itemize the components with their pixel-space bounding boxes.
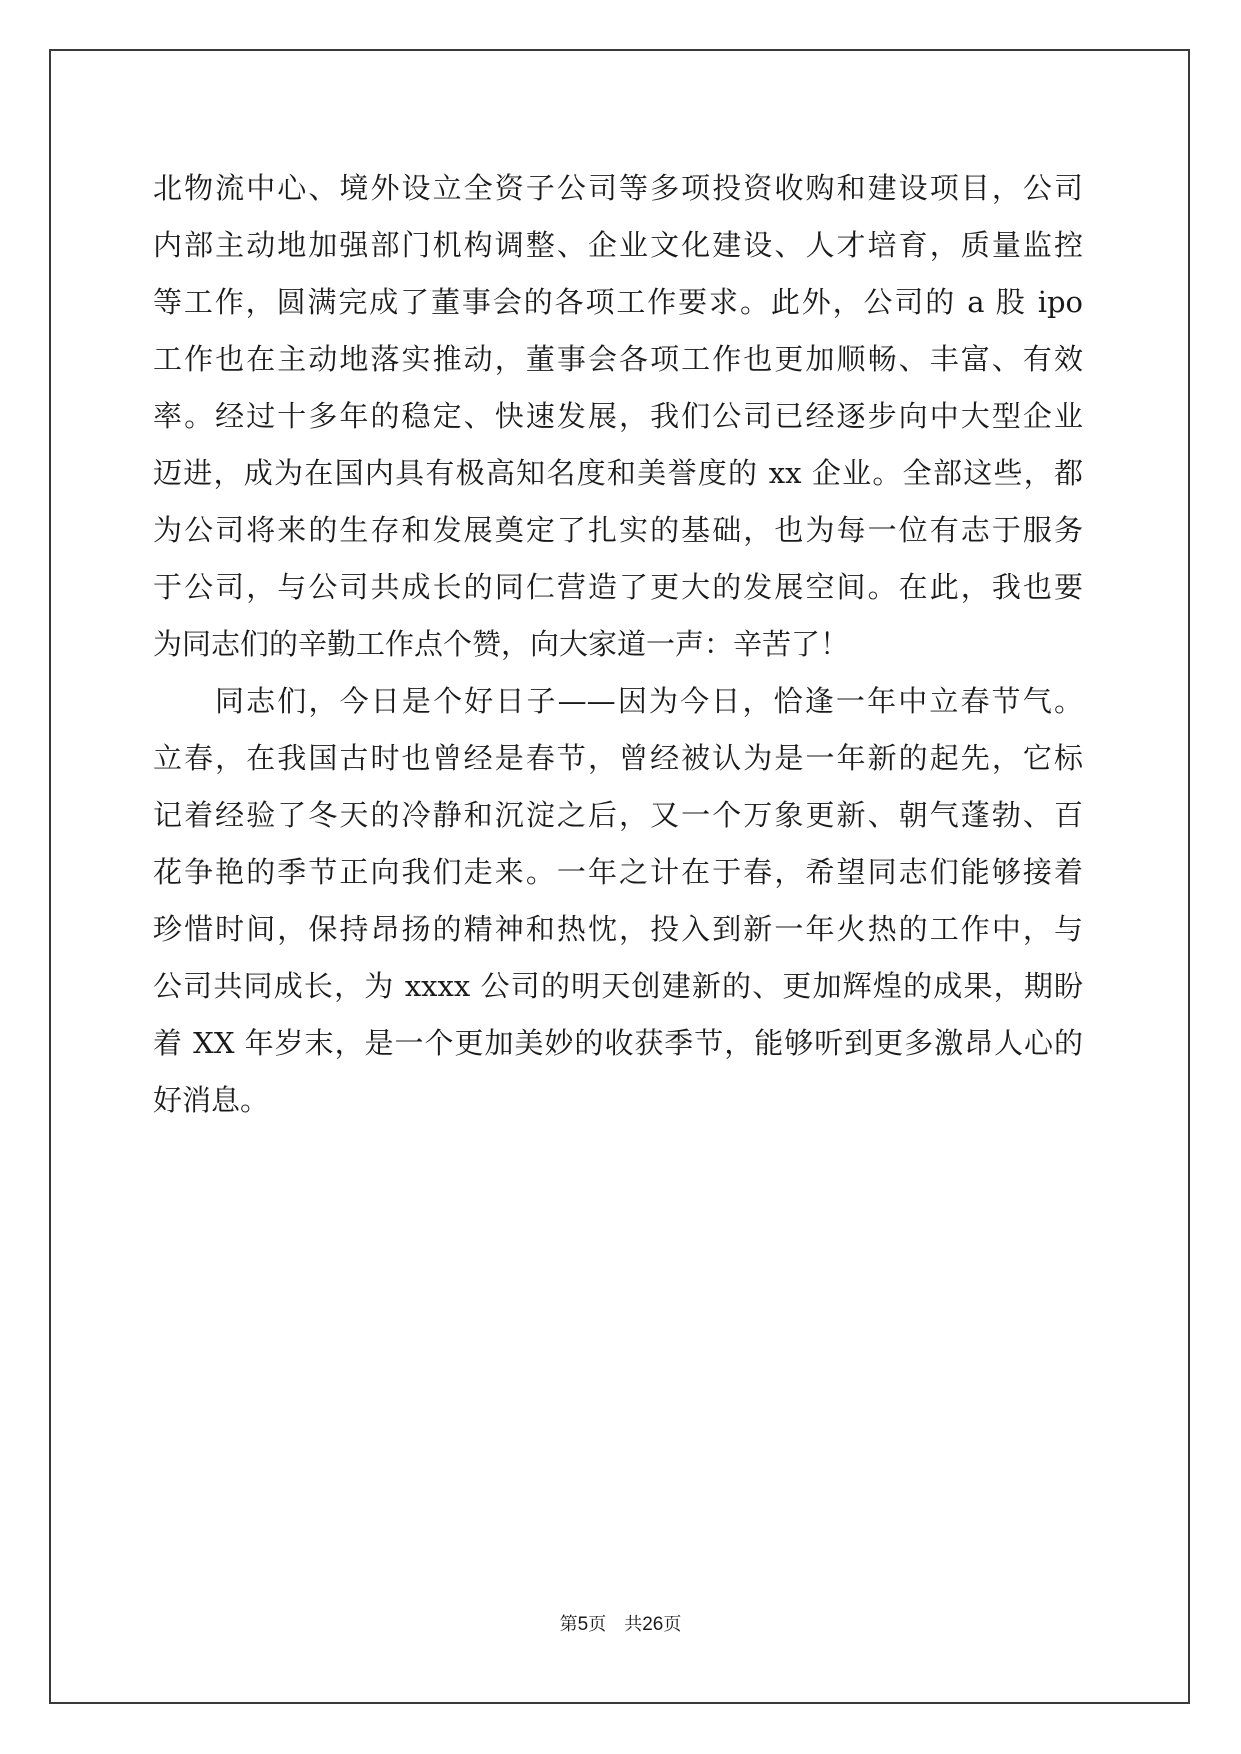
paragraph-line: 珍惜时间，保持昂扬的精神和热忱，投入到新一年火热的工作中，与 bbox=[153, 912, 1083, 946]
paragraph-line: 记着经验了冬天的冷静和沉淀之后，又一个万象更新、朝气蓬勃、百 bbox=[153, 798, 1083, 832]
page-number: 5 bbox=[577, 1614, 589, 1635]
page-suffix: 页 bbox=[588, 1614, 607, 1635]
page-footer bbox=[0, 1610, 1241, 1636]
paragraph-line: 为公司将来的生存和发展奠定了扎实的基础，也为每一位有志于服务 bbox=[153, 513, 1083, 547]
paragraph-line: 工作也在主动地落实推动，董事会各项工作也更加顺畅、丰富、有效 bbox=[153, 342, 1083, 376]
total-suffix: 页 bbox=[663, 1614, 682, 1635]
paragraph-line: 等工作，圆满完成了董事会的各项工作要求。此外，公司的 a 股 ipo bbox=[153, 285, 1083, 319]
paragraph-line: 好消息。 bbox=[153, 1083, 270, 1117]
paragraph-line: 同志们，今日是个好日子——因为今日，恰逢一年中立春节气。 bbox=[215, 684, 1083, 718]
paragraph-line: 着 XX 年岁末，是一个更加美妙的收获季节，能够听到更多激昂人心的 bbox=[153, 1026, 1083, 1060]
paragraph-line: 为同志们的辛勤工作点个赞，向大家道一声：辛苦了！ bbox=[153, 627, 850, 661]
paragraph-line: 内部主动地加强部门机构调整、企业文化建设、人才培育，质量监控 bbox=[153, 228, 1083, 262]
paragraph-line: 北物流中心、境外设立全资子公司等多项投资收购和建设项目，公司 bbox=[153, 171, 1083, 205]
paragraph-line: 花争艳的季节正向我们走来。一年之计在于春，希望同志们能够接着 bbox=[153, 855, 1083, 889]
paragraph-line: 率。经过十多年的稳定、快速发展，我们公司已经逐步向中大型企业 bbox=[153, 399, 1083, 433]
paragraph-line: 立春，在我国古时也曾经是春节，曾经被认为是一年新的起先，它标 bbox=[153, 741, 1083, 775]
paragraph-line: 公司共同成长，为 xxxx 公司的明天创建新的、更加辉煌的成果，期盼 bbox=[153, 969, 1083, 1003]
total-pages: 26 bbox=[642, 1614, 664, 1635]
total-prefix: 共 bbox=[624, 1614, 643, 1635]
paragraph-line: 迈进，成为在国内具有极高知名度和美誉度的 xx 企业。全部这些，都 bbox=[153, 456, 1083, 490]
page-prefix: 第 bbox=[559, 1614, 578, 1635]
paragraph-line: 于公司，与公司共成长的同仁营造了更大的发展空间。在此，我也要 bbox=[153, 570, 1083, 604]
